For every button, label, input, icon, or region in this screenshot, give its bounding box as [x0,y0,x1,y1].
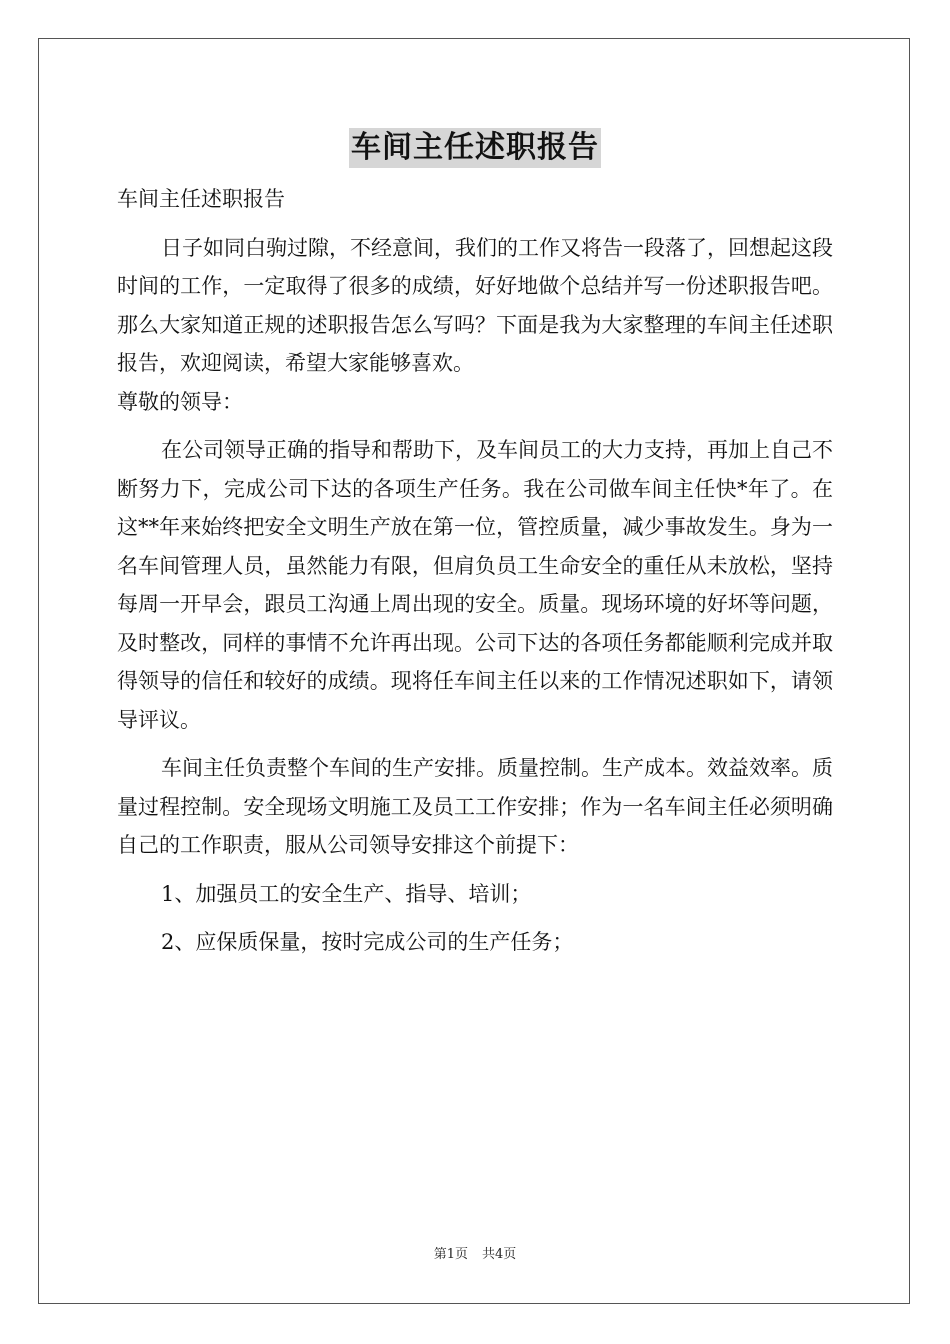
list-item: 2、应保质保量，按时完成公司的生产任务； [161,930,574,954]
body-paragraph-2: 车间主任负责整个车间的生产安排。质量控制。生产成本。效益效率。质量过程控制。安全现场文明施工及员工工作安排；作为一名车间主任必须明确自己的工作职责，服从公司领导安排这个前提下： [117,756,833,857]
page-number: 第1页 [433,1247,468,1262]
title-container [0,128,950,168]
page-total: 共4页 [482,1247,517,1262]
salutation: 尊敬的领导： [117,389,243,414]
document-title: 车间主任述职报告 [349,128,601,168]
page-footer [0,1246,950,1264]
intro-paragraph: 日子如同白驹过隙，不经意间，我们的工作又将告一段落了，回想起这段时间的工作，一定取得了很多的成绩，好好地做个总结并写一份述职报告吧。那么大家知道正规的述职报告怎么写吗？下面是我为大家整理的车间主任述职报告，欢迎阅读，希望大家能够喜欢。 [117,235,833,375]
subtitle-line: 车间主任述职报告 [117,187,285,211]
list-item: 1、加强员工的安全生产、指导、培训； [161,881,532,906]
document-body [117,180,833,962]
body-paragraph-1: 在公司领导正确的指导和帮助下，及车间员工的大力支持，再加上自己不断努力下，完成公司下达的各项生产任务。我在公司做车间主任快*年了。在这**年来始终把安全文明生产放在第一位，管控质量，减少事故发生。身为一名车间管理人员，虽然能力有限，但肩负员工生命安全的重任从未放松，坚持每周一开早会，跟员工沟通上周出现的安全。质量。现场环境的好坏等问题，及时整改，同样的事情不允许再出现。公司下达的各项任务都能顺利完成并取得领导的信任和较好的成绩。现将任车间主任以来的工作情况述职如下，请领导评议。 [117,438,833,732]
